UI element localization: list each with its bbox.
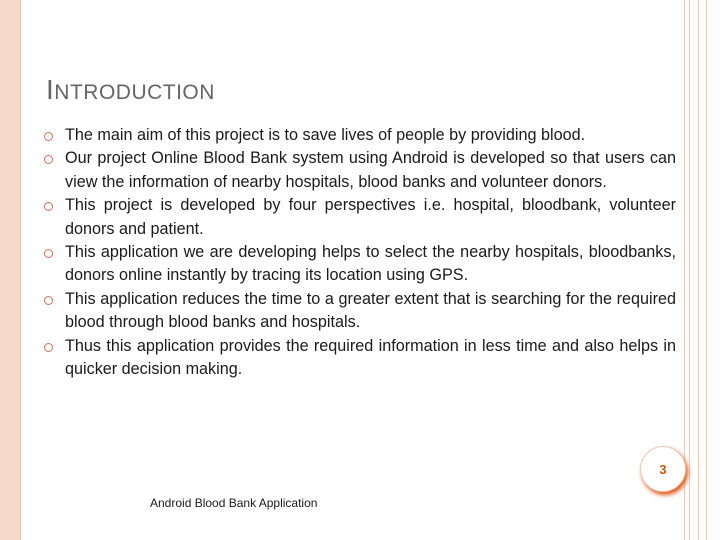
bullet-text: Our project Online Blood Bank system using Android is developed so that users can view the information of nearby hospitals, blood banks and volunteer donors. [65,149,676,191]
bullet-item [44,147,676,194]
left-border-band [0,0,21,540]
bullet-text: This application we are developing helps to select the nearby hospitals, bloodbanks, donors online instantly by tracing its location using GPS. [65,243,676,285]
bullet-circle-icon [44,296,53,305]
bullet-circle-icon [44,249,53,258]
bullet-list [44,124,676,381]
bullet-item [44,124,676,147]
page-number: 3 [659,461,667,477]
bullet-circle-icon [44,155,53,164]
slide-title [46,74,215,106]
bullet-circle-icon [44,343,53,352]
bullet-item [44,241,676,288]
title-rest: NTRODUCTION [54,81,215,104]
right-border-lines [680,0,720,540]
footer-text: Android Blood Bank Application [150,496,318,510]
bullet-item [44,335,676,382]
bullet-text: The main aim of this project is to save lives of people by providing blood. [65,126,586,144]
bullet-text: Thus this application provides the required information in less time and also helps in quicker decision making. [65,336,676,379]
bullet-item [44,194,676,241]
bullet-circle-icon [44,202,53,211]
bullet-text: This application reduces the time to a greater extent that is searching for the required blood through blood banks and hospitals. [65,289,676,332]
title-initial: I [46,74,55,105]
bullet-text: This project is developed by four perspectives i.e. hospital, bloodbank, volunteer donors and patient. [65,196,676,238]
bullet-circle-icon [44,132,53,141]
page-number-badge [640,446,686,492]
bullet-item [44,288,676,335]
